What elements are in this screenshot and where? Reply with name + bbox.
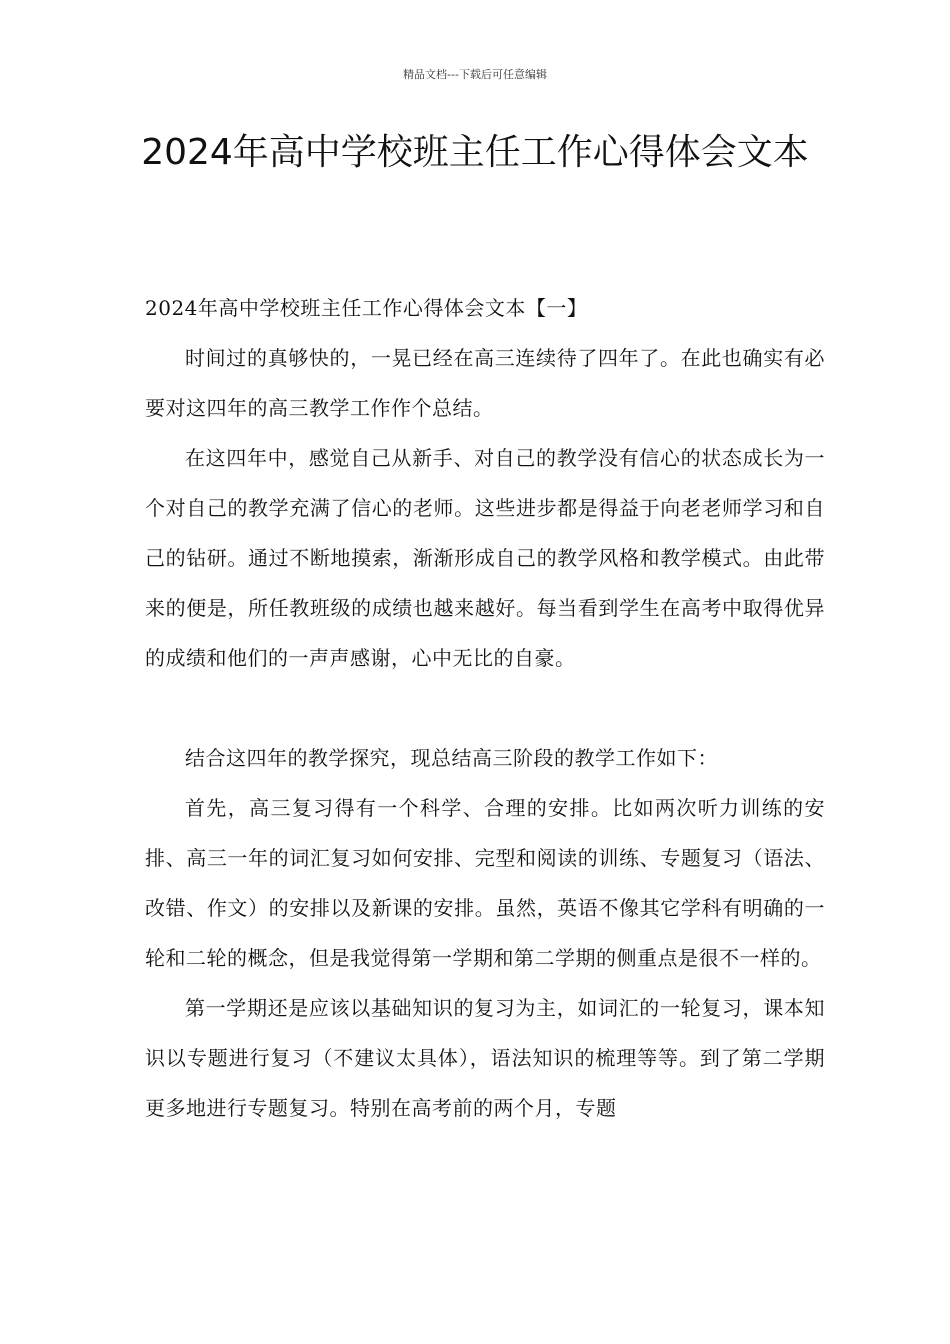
paragraph-spacer [145,683,825,733]
section-title: 2024年高中学校班主任工作心得体会文本【一】 [145,296,588,320]
paragraph: 在这四年中，感觉自己从新手、对自己的教学没有信心的状态成长为一个对自己的教学充满了信心的老师。这些进步都是得益于向老老师学习和自己的钻研。通过不断地摸索，渐渐形成自己的教学风格和教学模式。由此带来的便是，所任教班级的成绩也越来越好。每当看到学生在高考中取得优异的成绩和他们的一声声感谢，心中无比的自豪。 [145,446,825,670]
document-title: 2024年高中学校班主任工作心得体会文本 [141,132,809,173]
document-body [145,283,825,1133]
paragraph: 结合这四年的教学探究，现总结高三阶段的教学工作如下： [185,746,718,770]
paragraph: 首先，高三复习得有一个科学、合理的安排。比如两次听力训练的安排、高三一年的词汇复习如何安排、完型和阅读的训练、专题复习（语法、改错、作文）的安排以及新课的安排。虽然，英语不像其它学科有明确的一轮和二轮的概念，但是我觉得第一学期和第二学期的侧重点是很不一样的。 [145,796,825,970]
page-header-note: 精品文档---下载后可任意编辑 [403,68,547,81]
paragraph: 第一学期还是应该以基础知识的复习为主，如词汇的一轮复习，课本知识以专题进行复习（不建议太具体），语法知识的梳理等等。到了第二学期更多地进行专题复习。特别在高考前的两个月，专题 [145,996,825,1120]
paragraph: 时间过的真够快的，一晃已经在高三连续待了四年了。在此也确实有必要对这四年的高三教学工作作个总结。 [145,346,825,420]
